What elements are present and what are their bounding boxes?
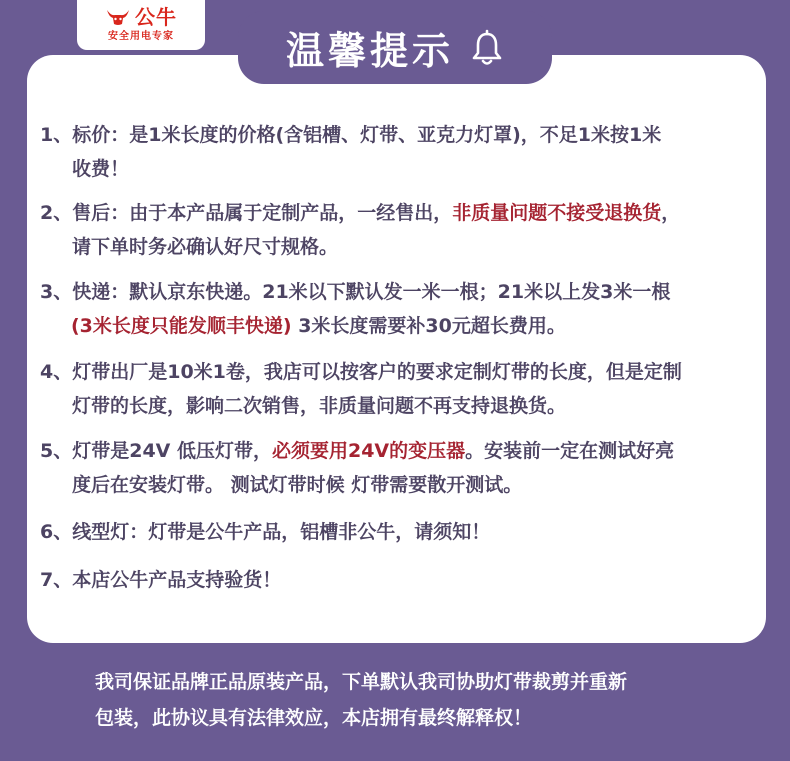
highlight-text: 非质量问题不接受退换货: [452, 202, 662, 224]
notice-item-shipping: [40, 275, 750, 343]
notice-item-pricing: [40, 118, 750, 186]
notice-line: 灯带的长度，影响二次销售，非质量问题不再支持退换货。: [72, 395, 567, 417]
highlight-text: (3米长度只能发顺丰快递): [71, 315, 292, 337]
notice-line: (3米长度只能发顺丰快递) 3米长度需要补30元超长费用。: [71, 315, 566, 337]
notice-item-voltage: [40, 434, 750, 502]
brand-name: 公牛: [135, 5, 177, 29]
notice-line: 2、售后：由于本产品属于定制产品，一经售出，非质量问题不接受退换货，: [40, 202, 681, 224]
notice-line: 7、本店公牛产品支持验货！: [40, 569, 282, 591]
brand-tagline: 安全用电专家: [108, 31, 174, 42]
notice-line: 6、线型灯：灯带是公牛产品，铝槽非公牛，请须知！: [40, 521, 491, 543]
notice-line: 请下单时务必确认好尺寸规格。: [72, 236, 339, 258]
notice-item-customization: [40, 355, 750, 423]
notice-list: [40, 118, 750, 597]
notice-line: 收费！: [72, 158, 130, 180]
footer-line: 我司保证品牌正品原装产品，下单默认我司协助灯带裁剪并重新: [95, 671, 628, 693]
title-tab: [238, 11, 552, 84]
notice-line: 3、快递：默认京东快递。21米以下默认发一米一根；21米以上发3米一根: [40, 281, 671, 303]
footer-line: 包装，此协议具有法律效应，本店拥有最终解释权！: [95, 707, 533, 729]
page-title: 温馨提示: [285, 29, 454, 73]
notice-line: 5、灯带是24V 低压灯带，必须要用24V的变压器。安装前一定在测试好亮: [40, 440, 675, 462]
notice-item-linear-light: [40, 515, 750, 549]
notice-line: 度后在安装灯带。 测试灯带时候 灯带需要散开测试。: [72, 474, 523, 496]
bull-logo-icon: [105, 8, 131, 26]
footer-statement: [95, 664, 735, 736]
bell-icon: [470, 29, 504, 67]
highlight-text: 必须要用24V的变压器: [271, 440, 466, 462]
notice-line: 4、灯带出厂是10米1卷，我店可以按客户的要求定制灯带的长度，但是定制: [40, 361, 682, 383]
notice-line: 1、标价：是1米长度的价格(含铝槽、灯带、亚克力灯罩)，不足1米按1米: [40, 124, 662, 146]
brand-logo: [77, 0, 205, 50]
notice-item-inspection: [40, 563, 750, 597]
notice-item-after-sales: [40, 196, 750, 264]
